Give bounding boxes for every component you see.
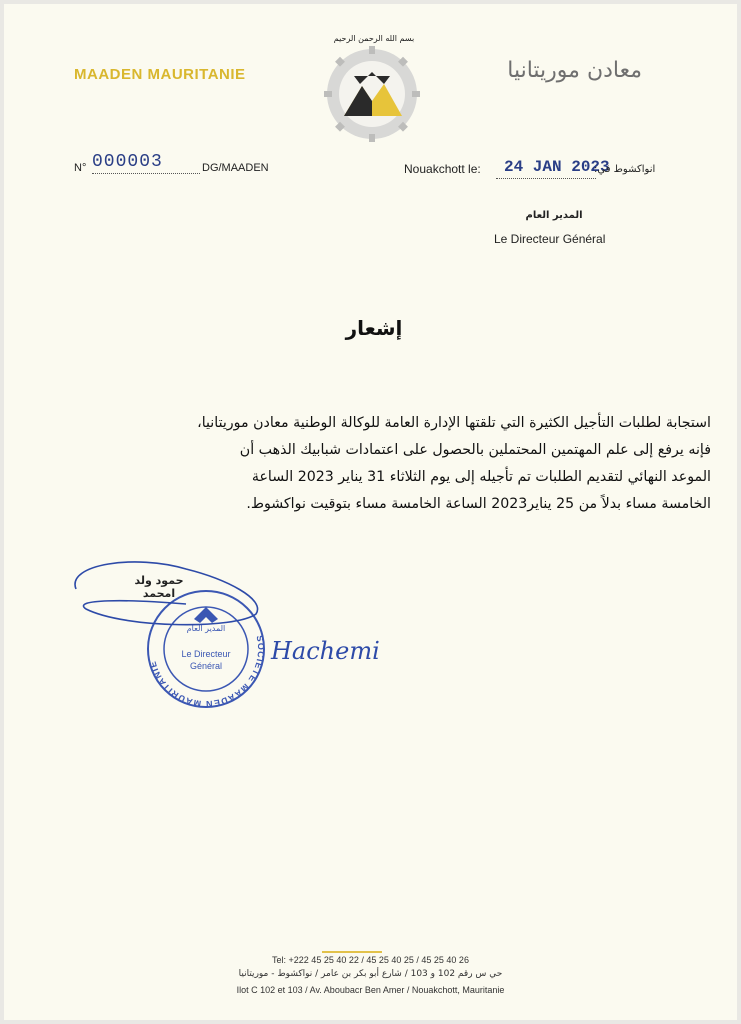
body-line: فإنه يرفع إلى علم المهتمين المحتملين بالحصول على اعتمادات شبابيك الذهب أن [239,442,711,458]
date-label-arabic: انواكشوط في: [594,164,656,175]
basmala-text: بسم الله الرحمن الرحيم [333,34,415,43]
footer-accent-line [322,951,382,953]
brand-name-arabic: معادن موريتانيا [507,58,642,83]
handwritten-signature: Hachemi [271,637,380,665]
body-line: استجابة لطلبات التأجيل الكثيرة التي تلقتها الإدارة العامة للوكالة الوطنية معادن موريتانيا، [197,415,711,431]
signatory-name: حمود ولد امحمد [134,574,184,600]
date-stamp: 24 JAN 2023 [504,158,610,176]
document-page [4,4,737,1020]
reference-underline [92,173,200,174]
date-underline [496,178,596,179]
footer-telephone: Tel: +222 45 25 40 22 / 45 25 40 25 / 45 25 40 26 [272,955,469,965]
footer-address-arabic: حي س رقم 102 و 103 / شارع أبو بكر بن عامر / نواكشوط - موريتانيا [238,969,503,979]
director-title-french: Le Directeur Général [494,232,606,246]
reference-suffix: DG/MAADEN [202,162,269,174]
body-line: الخامسة مساء بدلاً من 25 يناير2023 الساعة الخامسة مساء بتوقيت نواكشوط. [246,496,711,512]
stamp-arabic-title: المدير العام [186,624,226,633]
stamp-ring-text: SOCIETE MAADEN MAURITANIE [147,634,267,709]
date-label-french: Nouakchott le: [404,162,481,176]
stamp-title-line1: Le Directeur [181,649,231,659]
reference-number: 000003 [92,152,163,172]
notice-title: إشعار [345,316,403,340]
notice-body [96,410,711,518]
reference-prefix: N° [74,162,87,174]
stamp-title-line2: Général [189,661,223,671]
body-line: الموعد النهائي لتقديم الطلبات تم تأجيله إلى يوم الثلاثاء 31 يناير 2023 الساعة [251,469,711,485]
maaden-logo-icon [324,46,420,142]
official-stamp [147,591,266,709]
brand-name-french: MAADEN MAURITANIE [74,66,246,83]
director-title-arabic: المدير العام [525,210,583,221]
signature-stamp [66,559,396,709]
footer-address-french: Ilot C 102 et 103 / Av. Aboubacr Ben Amer / Nouakchott, Mauritanie [236,985,505,995]
